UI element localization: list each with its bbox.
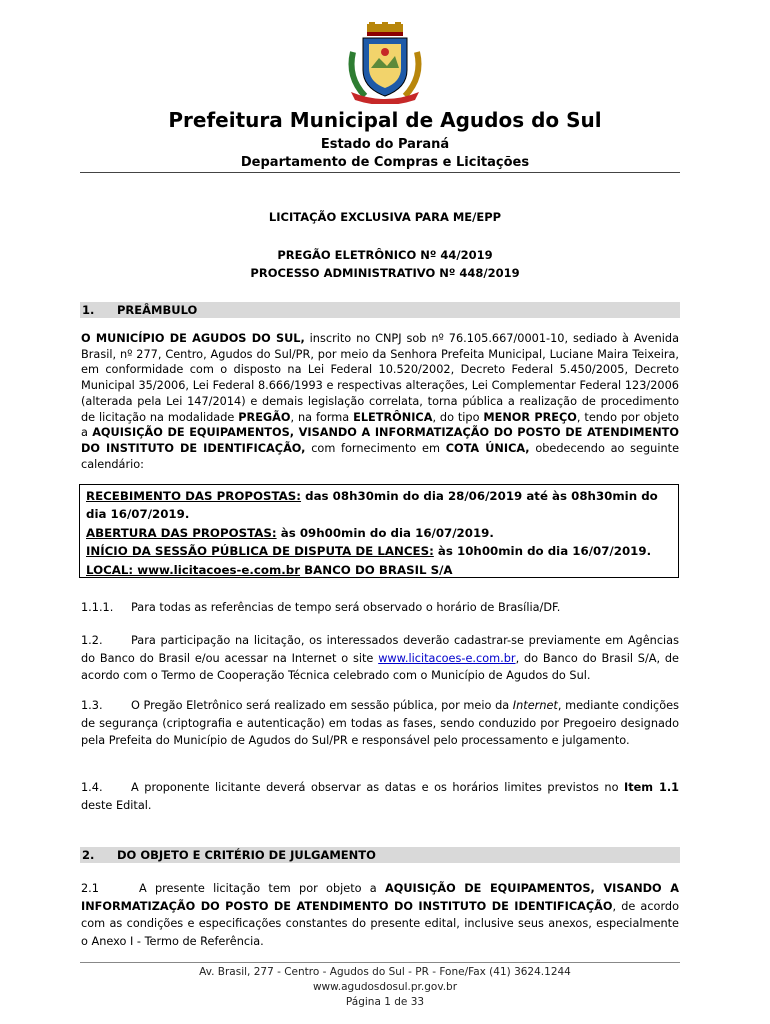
- section-label: DO OBJETO E CRITÉRIO DE JULGAMENTO: [117, 848, 376, 862]
- section-label: PREÂMBULO: [117, 303, 198, 317]
- calendar-receipt: RECEBIMENTO DAS PROPOSTAS: das 08h30min do dia 28/06/2019 até às 08h30min do dia 16/07/2019.: [86, 489, 658, 522]
- section-2-heading: [80, 847, 680, 863]
- item-2-1: 2.1 A presente licitação tem por objeto a AQUISIÇÃO DE EQUIPAMENTOS, VISANDO A INFORMATIZAÇÃO DO POSTO DE ATENDIMENTO DO INSTITUTO DE IDENTIFICAÇÃO, de acordo com as condições e especificações constantes do presente edital, inclusive seus anexos, especialmente o Anexo I - Termo de Referência.: [81, 882, 679, 948]
- item-1-4: 1.4. A proponente licitante deverá observar as datas e os horários limites previstos no Item 1.1 deste Edital.: [81, 781, 679, 812]
- calendar-location: LOCAL: www.licitacoes-e.com.br BANCO DO BRASIL S/A: [86, 562, 453, 577]
- footer-address: Av. Brasil, 277 - Centro - Agudos do Sul - PR - Fone/Fax (41) 3624.1244: [199, 966, 571, 978]
- section-number: 1.: [82, 303, 95, 317]
- calendar-box: [79, 484, 679, 578]
- header-divider: [80, 172, 680, 173]
- coat-of-arms-logo: [343, 22, 427, 104]
- section-number: 2.: [82, 848, 95, 862]
- processo-number: PROCESSO ADMINISTRATIVO Nº 448/2019: [250, 266, 520, 280]
- footer-divider: [80, 962, 680, 963]
- pregao-number: PREGÃO ELETRÔNICO Nº 44/2019: [277, 248, 493, 262]
- item-1-1-1: 1.1.1. Para todas as referências de tempo será observado o horário de Brasília/DF.: [81, 601, 561, 614]
- department-subtitle: Departamento de Compras e Licitações: [240, 155, 530, 170]
- calendar-session-start: INÍCIO DA SESSÃO PÚBLICA DE DISPUTA DE LANCES: às 10h00min do dia 16/07/2019.: [86, 544, 652, 559]
- item-1-2: 1.2. Para participação na licitação, os interessados deverão cadastrar-se previamente em Agências do Banco do Brasil e/ou acessar na Internet o site www.licitacoes-e.com.br, do Banco do Brasil S/A, de acordo com o Termo de Cooperação Técnica celebrado com o Município de Agudos do Sul.: [81, 634, 680, 682]
- calendar-opening: ABERTURA DAS PROPOSTAS: às 09h00min do dia 16/07/2019.: [86, 525, 494, 540]
- footer-website: www.agudosdosul.pr.gov.br: [312, 981, 458, 993]
- exclusive-notice: LICITAÇÃO EXCLUSIVA PARA ME/EPP: [268, 210, 502, 224]
- state-subtitle: Estado do Paraná: [320, 137, 450, 152]
- footer-page-number: Página 1 de 33: [345, 996, 425, 1008]
- section-1-heading: [80, 302, 680, 318]
- preamble-paragraph: O MUNICÍPIO DE AGUDOS DO SUL, inscrito no CNPJ sob nº 76.105.667/0001-10, sediado à Avenida Brasil, nº 277, Centro, Agudos do Sul/PR, por meio da Senhora Prefeita Municipal, Luciane Maira Teixeira, em conformidade com o disposto na Lei Federal 10.520/2002, Decreto Federal 5.450/2005, Decreto Municipal 35/2006, Lei Federal 8.666/1993 e respectivas alterações, Lei Complementar Federal 123/2006 (alterada pela Lei 147/2014) e demais legislação correlata, torna pública a realização de procedimento de licitação na modalidade PREGÃO, na forma ELETRÔNICA, do tipo MENOR PREÇO, tendo por objeto a AQUISIÇÃO DE EQUIPAMENTOS, VISANDO A INFORMATIZAÇÃO DO POSTO DE ATENDIMENTO DO INSTITUTO DE IDENTIFICAÇÃO, com fornecimento em COTA ÚNICA, obedecendo ao seguinte calendário:: [81, 332, 680, 471]
- item-1-3: 1.3. O Pregão Eletrônico será realizado em sessão pública, por meio da Internet, mediante condições de segurança (criptografia e autenticação) em todas as fases, sendo conduzido por Pregoeiro designado pela Prefeita do Município de Agudos do Sul/PR e responsável pelo processamento e julgamento.: [81, 699, 679, 747]
- org-title: Prefeitura Municipal de Agudos do Sul: [168, 108, 602, 132]
- licitacoes-link[interactable]: www.licitacoes-e.com.br: [378, 651, 516, 665]
